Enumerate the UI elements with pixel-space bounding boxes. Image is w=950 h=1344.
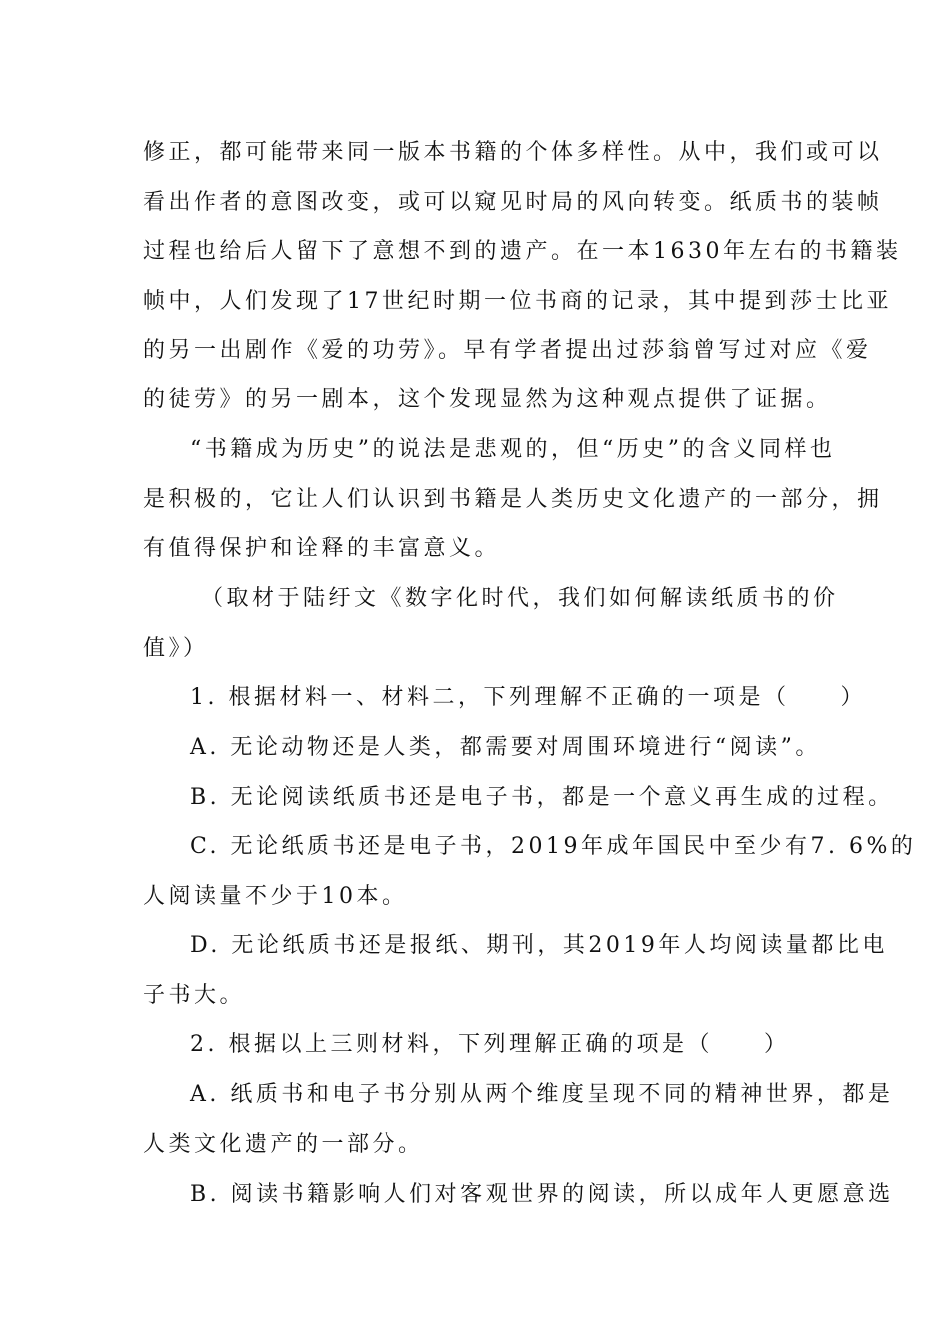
question-1-option-d: D. 无论纸质书还是报纸、期刊，其2019年人均阅读量都比电 <box>190 933 888 958</box>
paragraph-line: “书籍成为历史”的说法是悲观的，但“历史”的含义同样也 <box>190 437 836 462</box>
paragraph-line: 有值得保护和诠释的丰富意义。 <box>143 536 501 561</box>
question-2-option-a: A. 纸质书和电子书分别从两个维度呈现不同的精神世界，都是 <box>190 1082 894 1107</box>
paragraph-line: 修正，都可能带来同一版本书籍的个体多样性。从中，我们或可以 <box>143 140 883 165</box>
question-1-option-c: 人阅读量不少于10本。 <box>143 884 408 909</box>
question-2-stem: 2. 根据以上三则材料，下列理解正确的项是（ ） <box>190 1032 790 1057</box>
question-1-option-a: A. 无论动物还是人类，都需要对周围环境进行“阅读”。 <box>190 735 821 760</box>
question-2-option-a: 人类文化遗产的一部分。 <box>143 1132 424 1157</box>
paragraph-line: 的另一出剧作《爱的功劳》。早有学者提出过莎翁曾写过对应《爱 <box>143 338 872 363</box>
question-1-option-b: B. 无论阅读纸质书还是电子书，都是一个意义再生成的过程。 <box>190 785 894 810</box>
source-citation: 值》） <box>143 636 209 661</box>
question-2-option-b: B. 阅读书籍影响人们对客观世界的阅读，所以成年人更愿意选 <box>190 1182 894 1207</box>
paragraph-line: 是积极的，它让人们认识到书籍是人类历史文化遗产的一部分，拥 <box>143 487 883 512</box>
paragraph-line: 过程也给后人留下了意想不到的遗产。在一本1630年左右的书籍装 <box>143 239 902 264</box>
paragraph-line: 的徒劳》的另一剧本，这个发现显然为这种观点提供了证据。 <box>143 387 832 412</box>
question-1-stem: 1. 根据材料一、材料二，下列理解不正确的一项是（ ） <box>190 685 866 710</box>
paragraph-line: 帧中，人们发现了17世纪时期一位书商的记录，其中提到莎士比亚 <box>143 289 892 314</box>
question-1-option-c: C. 无论纸质书还是电子书，2019年成年国民中至少有7. 6%的 <box>190 834 917 859</box>
question-1-option-d: 子书大。 <box>143 983 246 1008</box>
paragraph-line: 看出作者的意图改变，或可以窥见时局的风向转变。纸质书的装帧 <box>143 190 883 215</box>
source-citation: （取材于陆纡文《数字化时代，我们如何解读纸质书的价 <box>201 586 839 611</box>
